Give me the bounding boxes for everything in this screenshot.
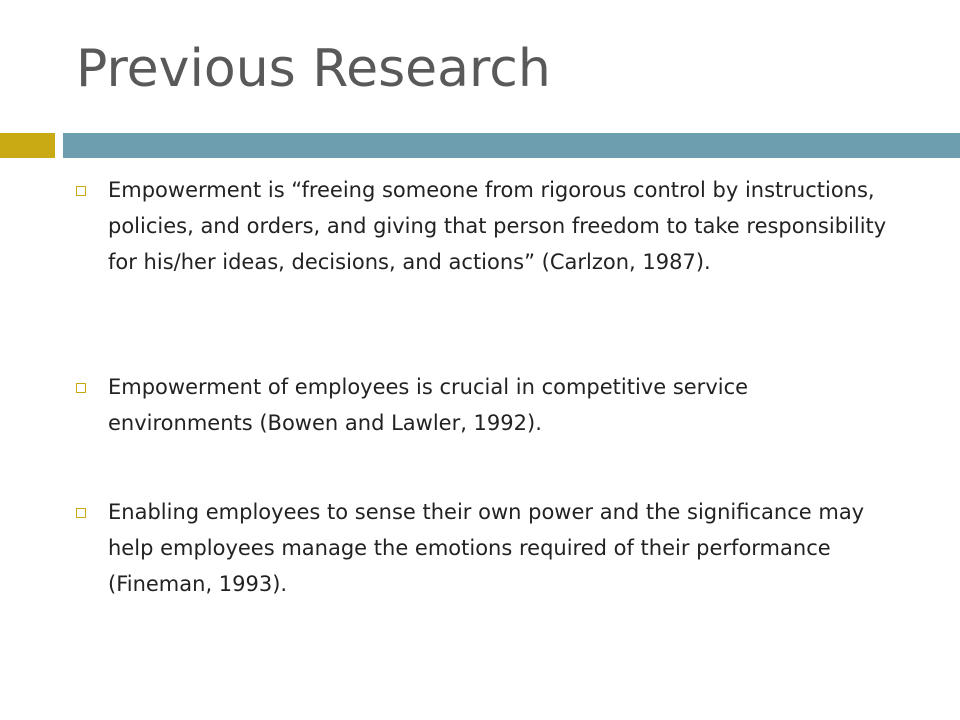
hollow-square-icon (76, 383, 86, 393)
bullet-text: Empowerment is “freeing someone from rigorous control by instructions, policies, and orders, and giving that person freedom to take responsibility for his/her ideas, decisions, and actions” (Carlzon, 1987). (108, 178, 887, 274)
bullet-text: Enabling employees to sense their own power and the significance may help employees manage the emotions required of their performance (Fineman, 1993). (108, 500, 865, 596)
slide-title: Previous Research (76, 39, 551, 99)
hollow-square-icon (76, 508, 86, 518)
hollow-square-icon (76, 186, 86, 196)
bullet-text: Empowerment of employees is crucial in competitive service environments (Bowen and Lawler, 1992). (108, 375, 749, 435)
